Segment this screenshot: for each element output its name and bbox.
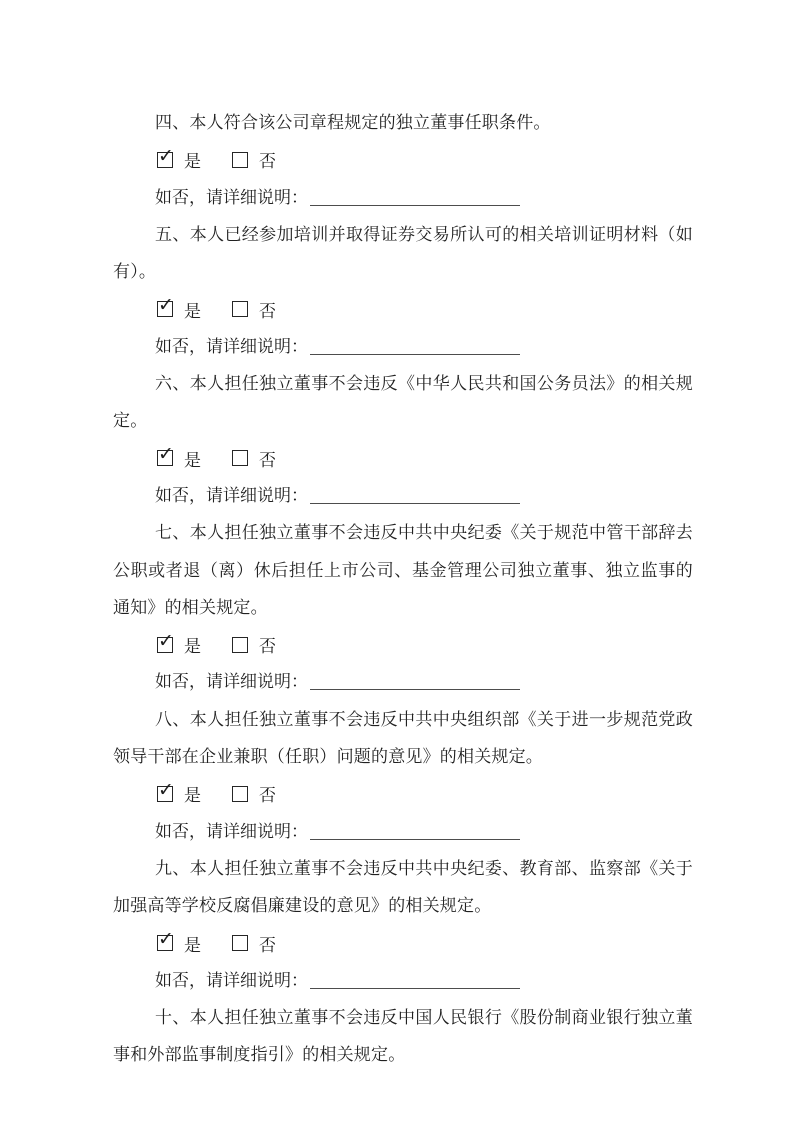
- item-text: 十、本人担任独立董事不会违反中国人民银行《股份制商业银行独立董事和外部监事制度指引》的相关规定。: [113, 1008, 693, 1065]
- declaration-item: [113, 365, 693, 514]
- explain-underline-field[interactable]: [310, 337, 520, 355]
- item-text: 九、本人担任独立董事不会违反中共中央纪委、教育部、监察部《关于加强高等学校反腐倡廉建设的意见》的相关规定。: [113, 858, 693, 916]
- check-icon: ✓: [158, 443, 174, 466]
- declaration-items: [113, 104, 693, 1074]
- no-label: 否: [259, 152, 276, 172]
- explain-underline-field[interactable]: [310, 188, 520, 206]
- check-icon: ✓: [158, 294, 174, 317]
- no-checkbox[interactable]: [232, 450, 248, 466]
- explain-label: 如否，请详细说明：: [155, 485, 308, 505]
- yes-no-row: [113, 290, 693, 327]
- explain-label: 如否，请详细说明：: [155, 187, 308, 207]
- yes-label: 是: [184, 152, 201, 172]
- declaration-item: [113, 850, 693, 999]
- no-label: 否: [259, 450, 276, 470]
- item-text: 七、本人担任独立董事不会违反中共中央纪委《关于规范中管干部辞去公职或者退（离）休后担任上市公司、基金管理公司独立董事、独立监事的通知》的相关规定。: [113, 523, 693, 617]
- yes-no-row: [113, 141, 693, 178]
- yes-checkbox[interactable]: [157, 443, 174, 466]
- yes-checkbox[interactable]: [157, 144, 174, 168]
- yes-checkbox[interactable]: [157, 294, 174, 317]
- declaration-item: [113, 999, 693, 1074]
- yes-no-row: [113, 925, 693, 962]
- yes-label: 是: [184, 450, 201, 470]
- item-text: 六、本人担任独立董事不会违反《中华人民共和国公务员法》的相关规定。: [113, 374, 693, 431]
- check-icon: ✓: [158, 928, 174, 951]
- no-checkbox[interactable]: [232, 786, 248, 802]
- declaration-item: [113, 216, 693, 365]
- declaration-item: [113, 514, 693, 700]
- declaration-item: [113, 701, 693, 850]
- no-label: 否: [259, 935, 276, 955]
- explain-underline-field[interactable]: [310, 486, 520, 504]
- explain-label: 如否，请详细说明：: [155, 672, 308, 692]
- explain-row: [113, 179, 693, 216]
- no-checkbox[interactable]: [232, 152, 248, 168]
- yes-no-row: [113, 775, 693, 812]
- yes-label: 是: [184, 301, 201, 321]
- check-icon: ✓: [158, 778, 174, 801]
- explain-underline-field[interactable]: [310, 822, 520, 840]
- explain-row: [113, 328, 693, 365]
- explain-label: 如否，请详细说明：: [155, 821, 308, 841]
- explain-row: [113, 477, 693, 514]
- explain-label: 如否，请详细说明：: [155, 970, 308, 990]
- yes-no-row: [113, 626, 693, 663]
- yes-checkbox[interactable]: [157, 629, 174, 653]
- no-label: 否: [259, 786, 276, 806]
- explain-row: [113, 962, 693, 999]
- no-checkbox[interactable]: [232, 935, 248, 951]
- yes-checkbox[interactable]: [157, 778, 174, 802]
- check-icon: ✓: [158, 629, 174, 652]
- no-checkbox[interactable]: [232, 637, 248, 653]
- yes-label: 是: [184, 637, 201, 657]
- no-checkbox[interactable]: [232, 301, 248, 317]
- yes-label: 是: [184, 786, 201, 806]
- explain-label: 如否，请详细说明：: [155, 336, 308, 356]
- no-label: 否: [259, 301, 276, 321]
- explain-row: [113, 813, 693, 850]
- explain-row: [113, 663, 693, 700]
- explain-underline-field[interactable]: [310, 672, 520, 690]
- item-text: 四、本人符合该公司章程规定的独立董事任职条件。: [155, 113, 551, 132]
- yes-label: 是: [184, 935, 201, 955]
- item-text: 八、本人担任独立董事不会违反中共中央组织部《关于进一步规范党政领导干部在企业兼职（任职）问题的意见》的相关规定。: [113, 709, 693, 767]
- declaration-item: [113, 104, 693, 216]
- check-icon: ✓: [158, 144, 174, 167]
- yes-no-row: [113, 440, 693, 477]
- no-label: 否: [259, 637, 276, 657]
- item-text: 五、本人已经参加培训并取得证券交易所认可的相关培训证明材料（如有）。: [113, 224, 693, 282]
- yes-checkbox[interactable]: [157, 928, 174, 951]
- explain-underline-field[interactable]: [310, 971, 520, 989]
